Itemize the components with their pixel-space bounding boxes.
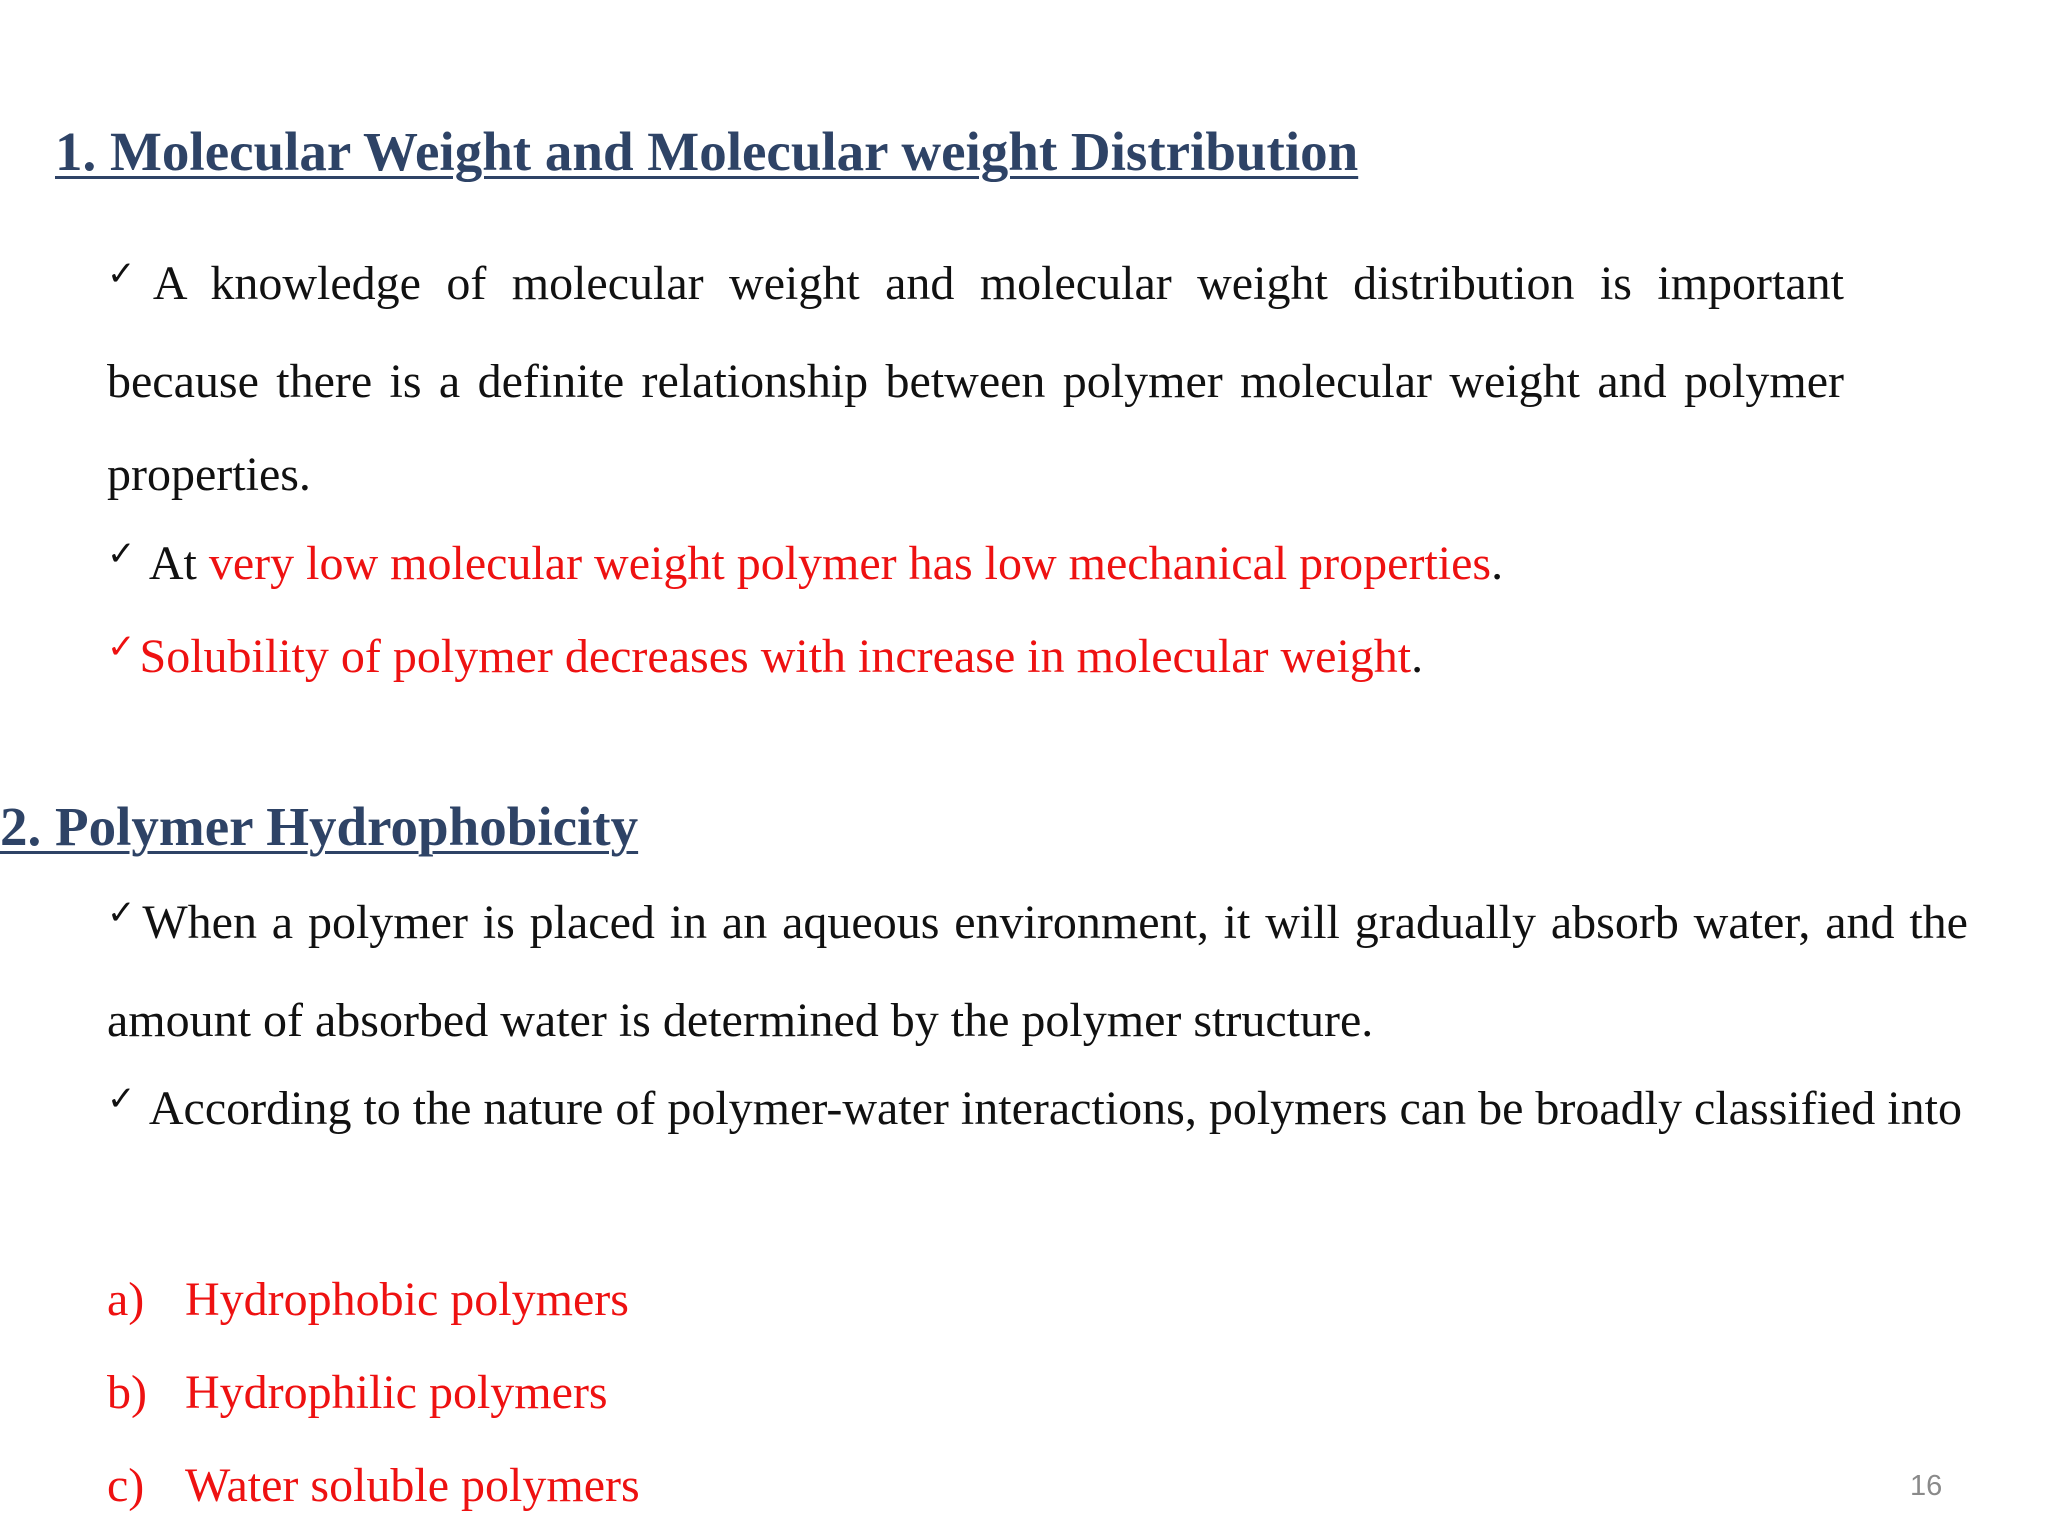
list-item-text: Hydrophilic polymers: [185, 1366, 608, 1419]
list-item-hydrophobic: [107, 1273, 629, 1326]
bullet-suffix: .: [1411, 630, 1424, 683]
checkmark-icon: ✓: [107, 893, 139, 933]
list-marker: c): [107, 1459, 145, 1512]
bullet-aqueous-environment: [107, 876, 1968, 1067]
checkmark-icon: ✓: [107, 1079, 136, 1119]
bullet-text: According to the nature of polymer-water interactions, polymers can be broadly classified into: [139, 1082, 1962, 1135]
checkmark-icon: ✓: [107, 627, 136, 667]
bullet-highlight: Solubility of polymer decreases with increase in molecular weight: [139, 630, 1412, 683]
list-item-text: Water soluble polymers: [185, 1459, 640, 1512]
list-item-hydrophilic: [107, 1366, 608, 1419]
bullet-text: When a polymer is placed in an aqueous environment, it will gradually absorb water, and the amount of absorbed water is determined by the polymer structure.: [107, 896, 1968, 1047]
list-marker: b): [107, 1366, 147, 1419]
list-item-text: Hydrophobic polymers: [185, 1273, 629, 1326]
list-item-water-soluble: [107, 1459, 640, 1512]
bullet-suffix: .: [1491, 537, 1504, 590]
list-marker: a): [107, 1273, 145, 1326]
page-number: 16: [1910, 1470, 1943, 1502]
bullet-solubility: [107, 610, 2007, 708]
checkmark-icon: ✓: [107, 534, 136, 574]
checkmark-icon: ✓: [107, 254, 149, 294]
section-1-heading: 1. Molecular Weight and Molecular weight Distribution: [55, 121, 1359, 182]
section-2-heading: 2. Polymer Hydrophobicity: [0, 796, 639, 857]
bullet-classification: [107, 1062, 1968, 1160]
bullet-highlight: very low molecular weight polymer has low mechanical properties: [208, 537, 1492, 590]
bullet-text: A knowledge of molecular weight and molecular weight distribution is important because there is a definite relationship between polymer molecular weight and polymer properties.: [107, 257, 1844, 501]
bullet-prefix: At: [139, 537, 209, 590]
bullet-molecular-weight-knowledge: [107, 237, 1844, 521]
bullet-low-molecular-weight: [107, 517, 2007, 615]
